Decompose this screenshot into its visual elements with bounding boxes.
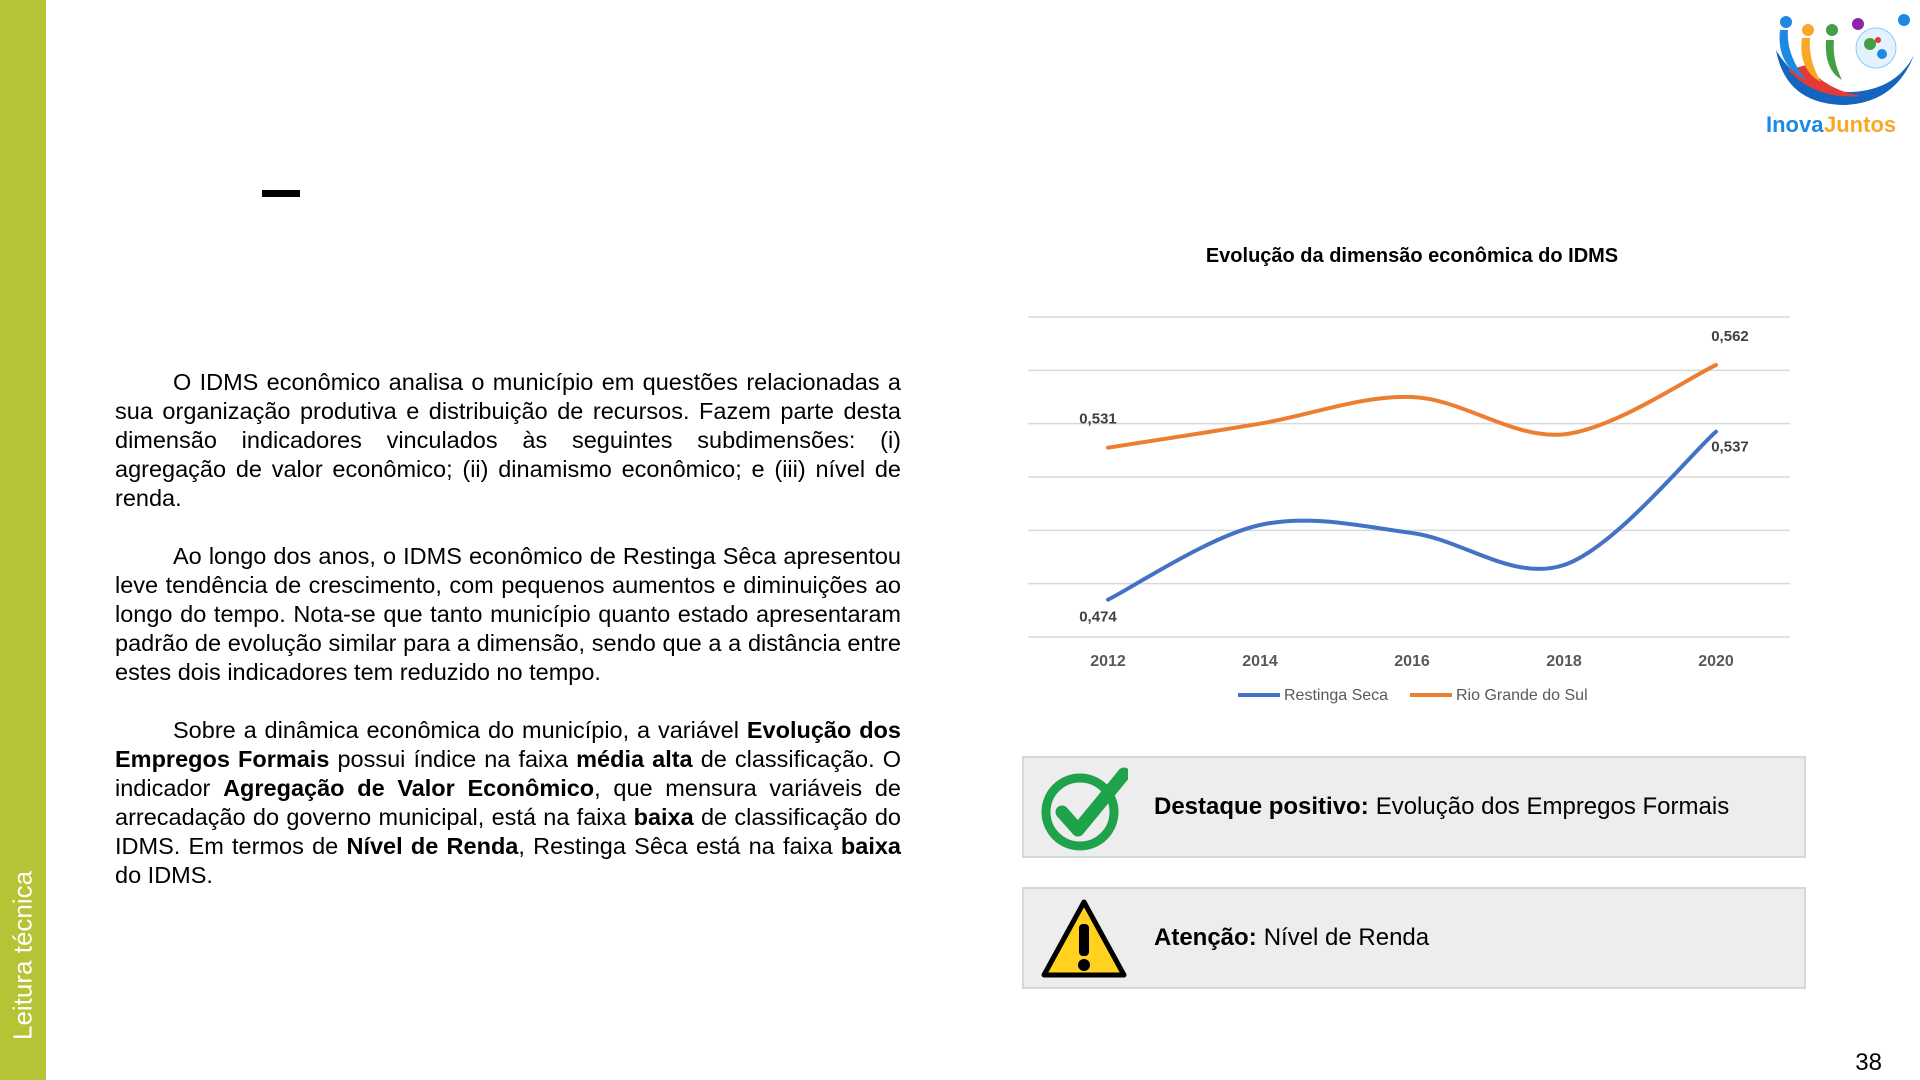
positive-highlight-label: Destaque positivo: bbox=[1154, 793, 1369, 820]
attention-highlight-label: Atenção: bbox=[1154, 924, 1257, 951]
logo-text-inova: Inova bbox=[1766, 112, 1824, 135]
attention-highlight-card bbox=[1022, 887, 1806, 989]
chart-data-label: 0,474 bbox=[1079, 608, 1117, 626]
paragraph-2: Ao longo dos anos, o IDMS econômico de Restinga Sêca apresentou leve tendência de crescimento, com pequenos aumentos e diminuições ao longo do tempo. Nota-se que tanto município quanto estado apresentaram padrão de evolução similar para a dimensão, sendo que a a distância entre estes dois indicadores tem reduzido no tempo. bbox=[115, 543, 901, 685]
chart-x-tick-label: 2018 bbox=[1546, 653, 1582, 670]
paragraph-1: O IDMS econômico analisa o município em questões relacionadas a sua organização produtiva e distribuição de recursos. Fazem parte desta dimensão indicadores vinculados às seguintes subdimensões: (i) agregação de valor econômico; (ii) dinamismo econômico; e (iii) nível de renda. bbox=[115, 369, 901, 511]
chart-x-tick-label: 2016 bbox=[1394, 653, 1430, 670]
inovajuntos-logo bbox=[1766, 10, 1918, 135]
paragraph-3: Sobre a dinâmica econômica do município, a variável Evolução dos Empregos Formais possui índice na faixa média alta de classificação. O indicador Agregação de Valor Econômico, que mensura variáveis de arrecadação do governo municipal, está na faixa baixa de classificação do IDMS. Em termos de Nível de Renda, Restinga Sêca está na faixa baixa do IDMS. bbox=[115, 717, 901, 888]
title-dash bbox=[262, 190, 300, 197]
warning-icon bbox=[1040, 897, 1128, 983]
sidebar-label: Leitura técnica bbox=[7, 870, 38, 1040]
page-number: 38 bbox=[1855, 1049, 1882, 1076]
chart-x-tick-label: 2014 bbox=[1242, 653, 1278, 670]
positive-highlight-card bbox=[1022, 756, 1806, 858]
chart-legend-label: Restinga Seca bbox=[1284, 687, 1389, 704]
chart-data-label: 0,531 bbox=[1079, 410, 1117, 428]
positive-highlight-text bbox=[1154, 758, 1729, 856]
chart-x-tick-label: 2020 bbox=[1698, 653, 1734, 670]
body-text bbox=[115, 368, 901, 919]
chart-data-label: 0,562 bbox=[1711, 328, 1749, 345]
chart-title: Evolução da dimensão econômica do IDMS bbox=[1205, 245, 1619, 267]
chart-x-tick-label: 2012 bbox=[1090, 653, 1126, 670]
positive-highlight-value: Evolução dos Empregos Formais bbox=[1375, 793, 1730, 820]
logo-text-juntos: Juntos bbox=[1824, 112, 1897, 135]
attention-highlight-value: Nível de Renda bbox=[1263, 924, 1430, 951]
chart-legend-label: Rio Grande do Sul bbox=[1456, 687, 1588, 704]
idms-economic-chart bbox=[1020, 230, 1820, 730]
chart-series-line bbox=[1108, 365, 1716, 448]
checkmark-icon bbox=[1040, 766, 1128, 852]
chart-svg bbox=[1020, 230, 1820, 730]
chart-data-label: 0,537 bbox=[1711, 438, 1749, 456]
chart-series-line bbox=[1108, 432, 1716, 600]
attention-highlight-text bbox=[1154, 889, 1429, 987]
